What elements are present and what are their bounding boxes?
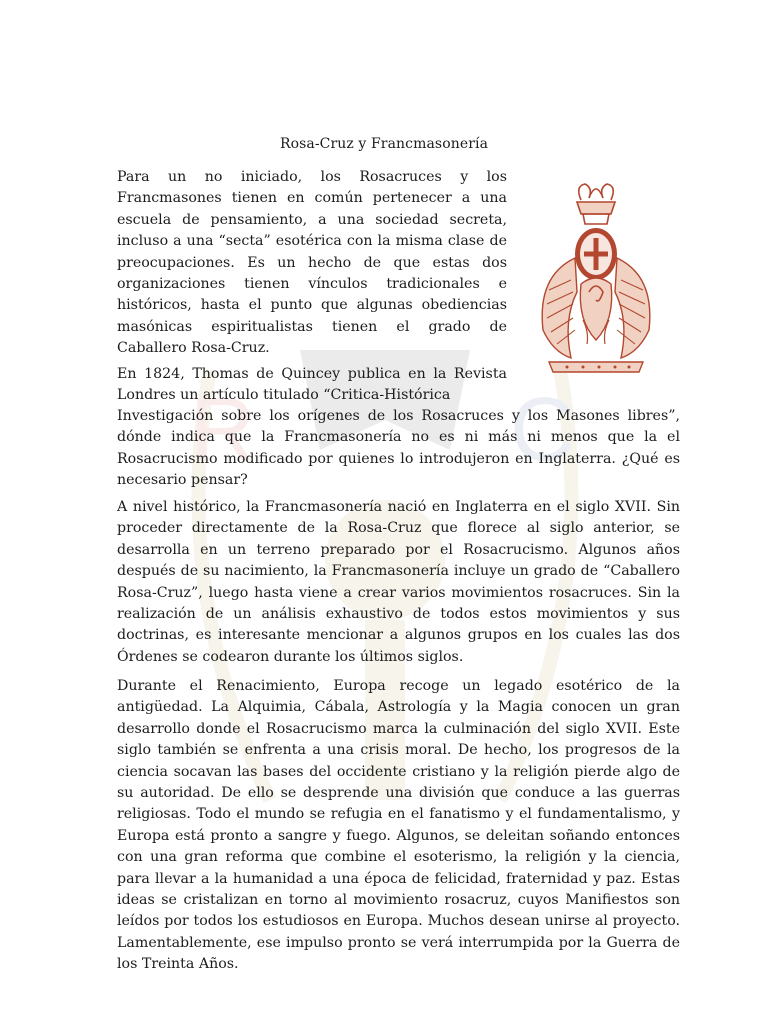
svg-text:C: C [510, 380, 575, 480]
paragraph-quincey-bottom: Investigación sobre los orígenes de los Rosacruces y los Masones libres”, dónde indica que la Francmasonería no es ni más ni menos que la el Rosacrucismo modificado por quienes lo introdujeron en Inglaterra. ¿Qué es necesario pensar? [117, 408, 680, 489]
paragraph-renaissance: Durante el Renacimiento, Europa recoge un legado esotérico de la antigüedad. La Alquimia, Cábala, Astrología y la Magia conocen un gran desarrollo donde el Rosacrucismo marca la culminación del siglo XVII. Este siglo también se enfrenta a una crisis moral. De hecho, los progresos de la ciencia socavan las bases del occidente cristiano y la religión pierde algo de su autoridad. De ello se desprende una división que conduce a las guerras religiosas. Todo el mundo se refugia en el fanatismo y el fundamentalismo, y Europa está pronto a sangre y fuego. Algunos, se deleitan soñando entonces con una gran reforma que combine el esoterismo, la religión y la ciencia, para llevar a la humanidad a una época de felicidad, fraternidad y paz. Estas ideas se cristalizan en torno al movimiento rosacruz, cuyos Manifiestos son leídos por todos los estudiosos en Europa. Muchos desean unirse al proyecto. Lamentablemente, ese impulso pronto se verá interrumpida por la Guerra de los Treinta Años. [117, 678, 680, 973]
paragraph-quincey-top: En 1824, Thomas de Quincey publica en la Revista Londres un artículo titulado “Critica-Histórica [117, 366, 507, 404]
document-title: Rosa-Cruz y Francmasonería [279, 136, 489, 152]
paragraph-historical: A nivel histórico, la Francmasonería nació en Inglaterra en el siglo XVII. Sin proceder directamente de la Rosa-Cruz que florece al siglo anterior, se desarrolla en un terreno preparado por el Rosacrucismo. Algunos años después de su nacimiento, la Francmasonería incluye un grado de “Caballero Rosa-Cruz”, luego hasta viene a crear varios movimientos rosacruces. Sin la realización de un análisis exhaustivo de todos estos movimientos y sus doctrinas, es interesante mencionar a algunos grupos en los cuales las dos Órdenes se codearon durante los últimos siglos. [117, 499, 680, 665]
paragraph-intro: Para un no iniciado, los Rosacruces y los Francmasones tienen en común pertenecer a una escuela de pensamiento, a una sociedad secreta, incluso a una “secta” esotérica con la misma clase de preocupaciones. Es un hecho de que estas dos organizaciones tienen vínculos tradicionales e históricos, hasta el punto que algunas obediencias masónicas espiritualistas tienen el grado de Caballero Rosa-Cruz. [117, 169, 507, 357]
pelican-rose-cross-emblem-icon [531, 180, 661, 376]
svg-text:R: R [190, 380, 255, 480]
